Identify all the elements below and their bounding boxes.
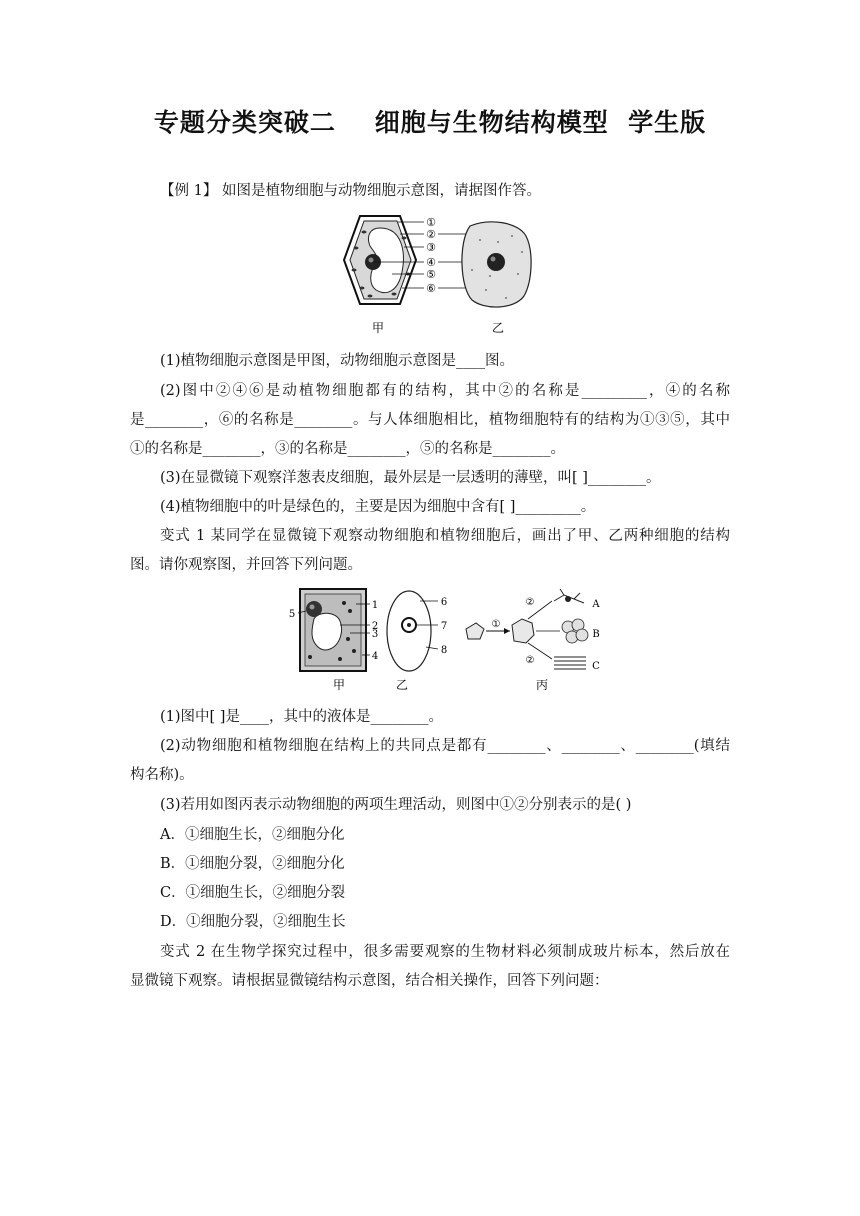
example1-question-2-line3: ①的名称是________，③的名称是________，⑤的名称是________。 (130, 441, 565, 457)
figure1-label-jia: 甲 (371, 321, 385, 335)
variant2-intro-line1: 变式 2 在生物学探究过程中，很多需要观察的生物材料必须制成玻片标本，然后放在 (160, 944, 730, 960)
variant1-intro-line1: 变式 1 某同学在显微镜下观察动物细胞和植物细胞后，画出了甲、乙两种细胞的结构 (160, 528, 730, 544)
variant2-intro-line2: 显微镜下观察。请根据显微镜结构示意图，结合相关操作，回答下列问题： (130, 973, 609, 989)
plant-cell-label-1: ① (426, 216, 436, 229)
page-title: 专题分类突破二 细胞与生物结构模型 学生版 (153, 108, 707, 137)
example1-intro: 【例 1】 如图是植物细胞与动物细胞示意图，请据图作答。 (160, 183, 541, 199)
jia-label-4: 4 (371, 651, 379, 662)
figure2-label-jia: 甲 (332, 678, 346, 692)
variant1-option-b: B．①细胞分裂，②细胞分化 (160, 856, 345, 872)
variant1-option-a: A．①细胞生长，②细胞分化 (160, 827, 345, 843)
jia-label-1: 1 (371, 600, 379, 611)
jia-label-3: 3 (371, 629, 379, 640)
bing-letter-c: C (592, 661, 600, 672)
bing-letter-a: A (592, 599, 600, 610)
jia-label-5: 5 (288, 609, 296, 620)
variant1-question-2-line2: 构名称)。 (130, 767, 194, 783)
variant1-question-2-line1: (2)动物细胞和植物细胞在结构上的共同点是都有________、________、________(填结 (160, 738, 730, 754)
example1-question-2-line2: 是________，⑥的名称是________。与人体细胞相比，植物细胞特有的结构为①③⑤，其中 (130, 412, 730, 428)
bing-label-2-bottom: ② (525, 655, 535, 666)
variant1-question-3: (3)若用如图丙表示动物细胞的两项生理活动，则图中①②分别表示的是( ) (160, 797, 632, 813)
yi-label-8: 8 (440, 645, 448, 656)
variant1-intro-line2: 图。请你观察图，并回答下列问题。 (130, 557, 362, 573)
example1-question-3: (3)在显微镜下观察洋葱表皮细胞，最外层是一层透明的薄壁，叫[ ]________。 (160, 470, 661, 486)
figure-cell-diagrams-jia-yi-bing (284, 585, 604, 695)
example1-question-2-line1: (2)图中②④⑥是动植物细胞都有的结构，其中②的名称是_________，④的名称 (160, 383, 730, 399)
variant1-option-d: D．①细胞分裂，②细胞生长 (160, 914, 346, 930)
plant-cell-label-3: ③ (426, 241, 436, 254)
plant-cell-label-4: ④ (426, 256, 436, 269)
plant-cell-label-2: ② (426, 228, 436, 241)
plant-cell-label-5: ⑤ (426, 268, 436, 281)
example1-question-1: (1)植物细胞示意图是甲图，动物细胞示意图是____图。 (160, 353, 515, 369)
yi-label-6: 6 (440, 597, 448, 608)
figure2-label-bing: 丙 (535, 678, 549, 692)
jia-label-2: 2 (371, 621, 379, 632)
bing-label-2-top: ② (525, 597, 535, 608)
figure2-label-yi: 乙 (395, 678, 409, 692)
bing-label-1: ① (491, 619, 501, 630)
yi-label-7: 7 (440, 621, 448, 632)
figure1-label-yi: 乙 (491, 321, 505, 335)
example1-question-4: (4)植物细胞中的叶是绿色的，主要是因为细胞中含有[ ]_________。 (160, 499, 596, 515)
figure-plant-animal-cells (340, 212, 540, 337)
variant1-option-c: C．①细胞生长，②细胞分裂 (160, 885, 346, 901)
variant1-question-1: (1)图中[ ]是____，其中的液体是________。 (160, 709, 443, 725)
bing-letter-b: B (592, 629, 600, 640)
plant-cell-label-6: ⑥ (426, 282, 436, 295)
